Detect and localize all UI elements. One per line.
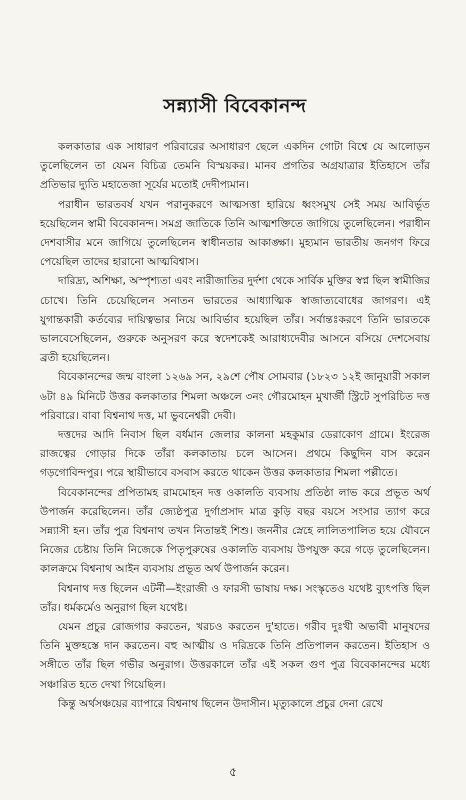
paragraph: কিন্তু অর্থসঞ্চয়ের ব্যাপারে বিশ্বনাথ ছিলেন উদাসীন। মৃত্যুকালে প্রচুর দেনা রেখে bbox=[58, 697, 383, 710]
page-number: ৫ bbox=[229, 765, 237, 779]
body-text bbox=[40, 138, 430, 714]
paragraph: কলকাতার এক সাধারণ পরিবারের অসাধারণ ছেলে একদিন গোটা বিশ্বে যে আলোড়ন তুলেছিলেন তা যেমন বিচিত্র তেমনি বিস্ময়কর। মানব প্রগতির অগ্রযাত্রার ইতিহাসে তাঁর প্রতিভার দ্যুতি মহাতেজা সূর্যের মতোই দেদীপ্যমান। bbox=[40, 141, 430, 192]
chapter-title: সন্ন্যাসী বিবেকানন্দ bbox=[163, 95, 307, 117]
paragraph: পরাধীন ভারতবর্ষ যখন পরানুকরণে আত্মসত্তা হারিয়ে ধ্বংসমুখ সেই সময় আবির্ভূত হয়েছিলেন স্বামী বিবেকানন্দ। সমগ্র জাতিকে তিনি আত্মশক্তিতে জাগিয়ে তুলেছিলেন। পরাধীন দেশবাসীর মনে জাগিয়ে তুলেছিলেন স্বাধীনতার আকাঙ্ক্ষা। মুহ্যমান ভারতীয় জনগণ ফিরে পেয়েছিল তাদের হারানো আত্মবিশ্বাস। bbox=[40, 198, 430, 269]
paragraph: দত্তদের আদি নিবাস ছিল বর্ধমান জেলার কালনা মহকুমার ডেরাকোণ গ্রামে। ইংরেজ রাজত্বের গোড়ার দিকে তাঁরা কলকাতায় চলে আসেন। প্রথমে কিছুদিন বাস করেন গড়গোবিন্দপুর। পরে স্থায়ীভাবে বসবাস করতে থাকেন উত্তর কলকাতার শিমলা পল্লীতে। bbox=[40, 429, 430, 480]
paragraph: বিবেকানন্দের জন্ম বাংলা ১২৬৯ সন, ২৯শে পৌষ সোমবার (১৮২৩ ১২ই জানুয়ারী সকাল ৬টা ৪৯ মিনিটে উত্তর কলকাতার শিমলা অঞ্চলে ৩নং গৌরমোহন মুখার্জী স্ট্রিটে সুপরিচিত দত্ত পরিবারে। বাবা বিশ্বনাথ দত্ত, মা ভুবনেশ্বরী দেবী। bbox=[40, 371, 430, 422]
paragraph: বিশ্বনাথ দত্ত ছিলেন এটর্নী—ইংরাজী ও ফারসী ভাষায় দক্ষ। সংস্কৃতেও যথেষ্ট ব্যুৎপত্তি ছিল তাঁর। ধর্মকর্মেও অনুরাগ ছিল যথেষ্ট। bbox=[40, 582, 430, 614]
paragraph: দারিদ্র্য, অশিক্ষা, অস্পৃশ্যতা এবং নারীজাতির দুর্দশা থেকে সার্বিক মুক্তির স্বপ্ন ছিল স্বামীজির চোখে। তিনি চেয়েছিলেন সনাতন ভারতের আধ্যাত্মিক স্বাজাত্যবোধের জাগরণ। এই যুগান্তকারী কর্তব্যের দায়িত্বভার নিয়ে আবির্ভাব হয়েছিল তাঁর। সর্বান্তঃকরণে তিনি ভারতকে ভালবেসেছিলেন, গুরুকে অনুসরণ করে স্বদেশকেই আরাধ্যদেবীর আসনে বসিয়ে দেশসেবায় ব্রতী হয়েছিলেন। bbox=[40, 275, 430, 365]
paragraph: যেমন প্রচুর রোজগার করতেন, খরচও করতেন দু'হাতে। গরীব দুঃখী অভাবী মানুষদের তিনি মুক্তহস্তে দান করতেন। বহু আত্মীয় ও দরিদ্রকে তিনি প্রতিপালন করতেন। ইতিহাস ও সঙ্গীতে তাঁর ছিল গভীর অনুরাগ। উত্তরকালে তাঁর এই সকল গুণ পুত্র বিবেকানন্দের মধ্যে সঞ্চারিত হতে দেখা গিয়েছিল। bbox=[40, 621, 430, 691]
paragraph: বিবেকানন্দের প্রপিতামহ রামমোহন দত্ত ওকালতি ব্যবসায় প্রতিষ্ঠা লাভ করে প্রভূত অর্থ উপার্জন করেছিলেন। তাঁর জ্যেষ্ঠপুত্র দুর্গাপ্রসাদ মাত্র কুড়ি বছর বয়সে সংসার ত্যাগ করে সন্ন্যাসী হন। তাঁর পুত্র বিশ্বনাথ তখন নিতান্তই শিশু। জননীর স্নেহে লালিতপালিত হয়ে যৌবনে নিজের চেষ্টায় তিনি নিজেকে পিতৃপুরুষের ওকালতি ব্যবসায় উপযুক্ত করে গড়ে তুলেছিলেন। কালক্রমে বিশ্বনাথ আইন ব্যবসায় প্রভূত অর্থ উপার্জন করেন। bbox=[40, 486, 430, 576]
